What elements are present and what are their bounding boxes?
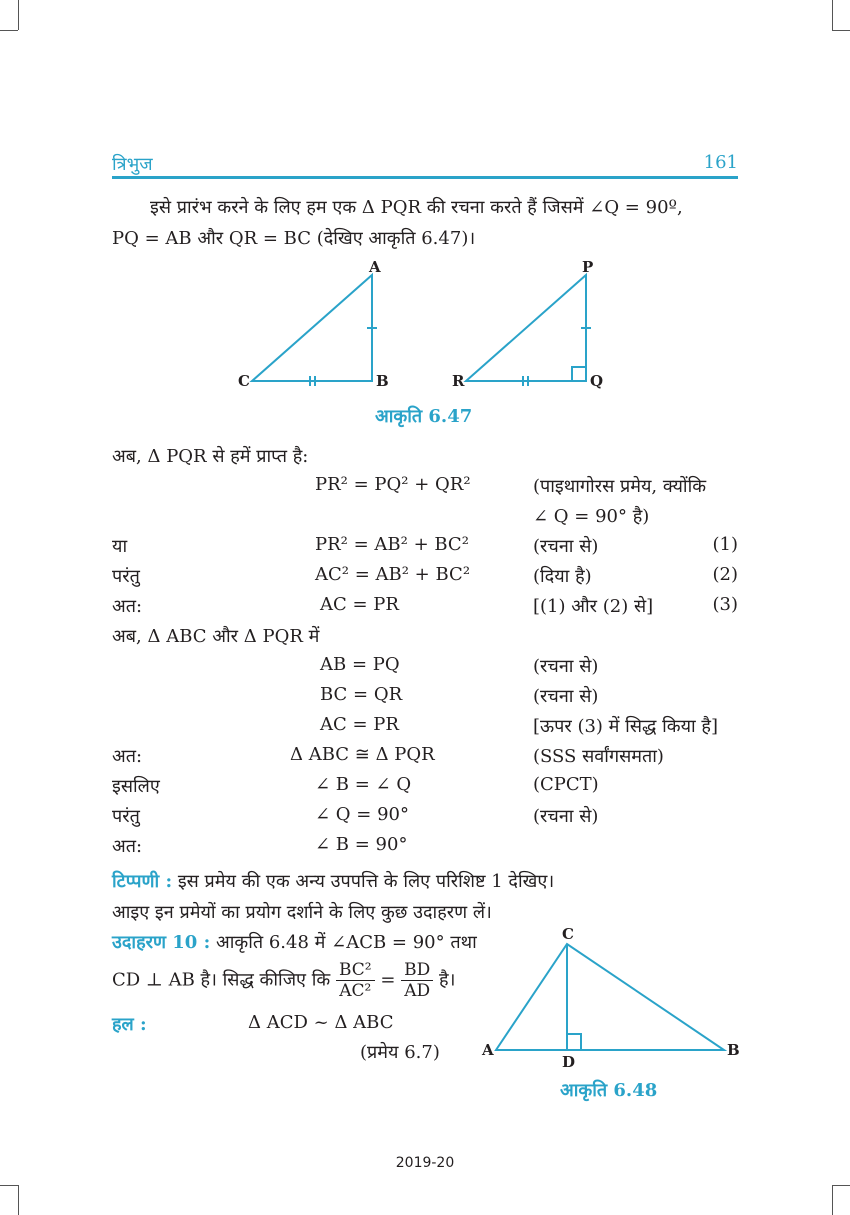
fraction-denominator: AC² [339, 981, 372, 1001]
solution-statement: Δ ACD ~ Δ ABC [248, 1012, 394, 1033]
connective: अत: [112, 836, 143, 857]
statement: PR² = PQ² + QR² [315, 474, 471, 495]
label-b: B [376, 372, 389, 390]
connective: इसलिए [112, 776, 160, 797]
statement: AB = PQ [320, 654, 400, 675]
fraction-numerator: BD [401, 960, 433, 981]
theorem-reference: (प्रमेय 6.7) [360, 1042, 440, 1063]
apply-line: आइए इन प्रमेयों का प्रयोग दर्शाने के लिए कुछ उदाहरण लें। [112, 902, 492, 923]
reason: (दिया है) [533, 566, 592, 587]
crop-mark [832, 30, 850, 31]
statement: ∠ B = ∠ Q [315, 774, 412, 795]
reason: (पाइथागोरस प्रमेय, क्योंकि [533, 476, 707, 497]
page-number: 161 [703, 152, 738, 173]
intro-line-2: PQ = AB और QR = BC (देखिए आकृति 6.47)। [112, 228, 476, 249]
fraction-bc-ac [336, 960, 375, 1001]
crop-mark [0, 30, 18, 31]
connective: अत: [112, 746, 143, 767]
statement: AC² = AB² + BC² [315, 564, 471, 585]
equals-sign: = [380, 969, 396, 991]
example-line-1 [112, 930, 477, 954]
example-text-2-end: है। [439, 969, 456, 991]
crop-mark [18, 0, 19, 30]
figure-6-48-caption: आकृति 6.48 [560, 1080, 658, 1101]
proof-intro-2: अब, Δ ABC और Δ PQR में [112, 626, 320, 647]
reason: (रचना से) [533, 686, 599, 707]
crop-mark [832, 1185, 850, 1186]
crop-mark [832, 1185, 833, 1215]
crop-mark [0, 1185, 18, 1186]
connective: या [112, 536, 128, 557]
reason: (रचना से) [533, 806, 599, 827]
fraction-bd-ad [401, 960, 433, 1001]
statement: BC = QR [320, 684, 403, 705]
example-label: उदाहरण 10 : [112, 932, 211, 953]
figure-6-47-caption: आकृति 6.47 [375, 406, 473, 427]
chapter-title: त्रिभुज [112, 154, 153, 175]
reason: (CPCT) [533, 774, 599, 795]
note-line [112, 869, 554, 893]
intro-line-1: इसे प्रारंभ करने के लिए हम एक Δ PQR की रचना करते हैं जिसमें ∠Q = 90º, [150, 197, 683, 218]
label-q: Q [590, 372, 604, 390]
reason: (रचना से) [533, 536, 599, 557]
proof-intro: अब, Δ PQR से हमें प्राप्त है: [112, 446, 309, 467]
statement: ∠ Q = 90° [315, 804, 409, 825]
triangle-abc-altitude [496, 944, 724, 1050]
figure-6-48 [478, 924, 748, 1074]
reason: ∠ Q = 90° है) [533, 506, 650, 527]
footer-year: 2019-20 [395, 1155, 455, 1171]
statement: AC = PR [320, 714, 399, 735]
triangle-abc [252, 275, 377, 386]
fraction-denominator: AD [404, 981, 431, 1001]
label-b: B [727, 1041, 740, 1059]
connective: अत: [112, 596, 143, 617]
label-a: A [369, 258, 381, 276]
note-label: टिप्पणी : [112, 871, 173, 892]
label-c: C [238, 372, 250, 390]
reason: (SSS सर्वांगसमता) [533, 746, 664, 767]
label-p: P [582, 258, 594, 276]
reason: [ऊपर (3) में सिद्ध किया है] [533, 716, 718, 737]
connective: परंतु [112, 566, 140, 587]
example-text-2: CD ⊥ AB है। सिद्ध कीजिए कि [112, 969, 331, 991]
reason: [(1) और (2) से] [533, 596, 654, 617]
connective: परंतु [112, 806, 140, 827]
crop-mark [832, 0, 833, 30]
fraction-numerator: BC² [336, 960, 375, 981]
example-line-2 [112, 960, 455, 1001]
statement: PR² = AB² + BC² [315, 534, 469, 555]
reason: (रचना से) [533, 656, 599, 677]
note-text: इस प्रमेय की एक अन्य उपपत्ति के लिए परिशिष्ट 1 देखिए। [172, 871, 555, 892]
equation-number: (1) [712, 534, 738, 555]
solution-label: हल : [112, 1014, 147, 1035]
header-rule [112, 176, 738, 179]
label-d: D [562, 1053, 576, 1071]
label-r: R [452, 372, 465, 390]
equation-number: (2) [712, 564, 738, 585]
figure-6-47 [230, 255, 620, 395]
statement: Δ ABC ≅ Δ PQR [290, 744, 435, 765]
statement: AC = PR [320, 594, 399, 615]
equation-number: (3) [712, 594, 738, 615]
statement: ∠ B = 90° [315, 834, 408, 855]
example-text-1: आकृति 6.48 में ∠ACB = 90° तथा [210, 932, 477, 953]
crop-mark [18, 1185, 19, 1215]
label-a: A [482, 1041, 494, 1059]
triangle-pqr [466, 275, 591, 386]
label-c: C [562, 925, 574, 943]
